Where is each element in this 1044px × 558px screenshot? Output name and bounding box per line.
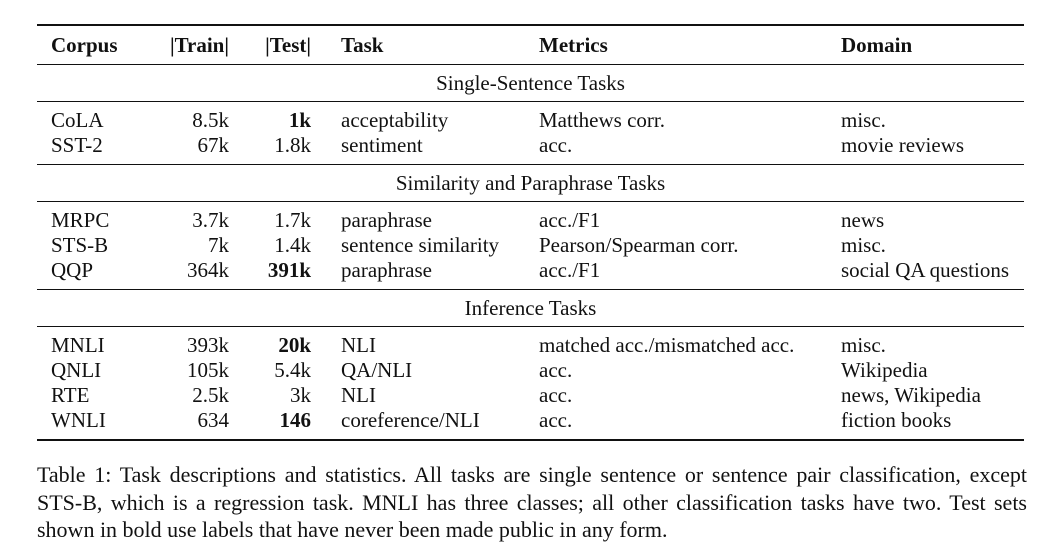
table-row — [37, 233, 1024, 258]
table-caption: Table 1: Task descriptions and statistics. All tasks are single sentence or sentence pair classification, except STS-B, which is a regression task. MNLI has three classes; all other classification tasks have two. Test sets shown in bold use labels that have never been made public in any form. — [37, 462, 1027, 542]
cell-test: 1.4k — [274, 233, 311, 257]
cell-domain: misc. — [841, 233, 886, 257]
section-title: Single-Sentence Tasks — [37, 65, 1024, 102]
cell-domain: news, Wikipedia — [841, 383, 981, 407]
cell-test: 3k — [290, 383, 311, 407]
cell-test: 1.8k — [274, 133, 311, 157]
table-row — [37, 202, 1024, 234]
cell-test: 146 — [279, 408, 311, 432]
cell-domain: fiction books — [841, 408, 952, 432]
cell-corpus: MRPC — [51, 208, 110, 232]
cell-test: 20k — [278, 333, 311, 357]
cell-domain: news — [841, 208, 885, 232]
cell-metrics: acc. — [539, 133, 573, 157]
cell-train: 393k — [187, 333, 229, 357]
cell-task: paraphrase — [341, 258, 432, 282]
cell-corpus: STS-B — [51, 233, 109, 257]
cell-corpus: CoLA — [51, 108, 104, 132]
cell-task: coreference/NLI — [341, 408, 480, 432]
cell-task: QA/NLI — [341, 358, 413, 382]
table-row — [37, 358, 1024, 383]
header-domain: Domain — [841, 32, 913, 57]
cell-test: 391k — [267, 258, 311, 282]
cell-train: 7k — [208, 233, 229, 257]
table-header-row — [37, 25, 1024, 65]
cell-domain: misc. — [841, 108, 886, 132]
cell-corpus: RTE — [51, 383, 90, 407]
header-train: |Train| — [169, 32, 229, 57]
cell-task: sentiment — [341, 133, 423, 157]
cell-train: 67k — [197, 133, 229, 157]
cell-metrics: Matthews corr. — [539, 108, 665, 132]
cell-metrics: acc./F1 — [539, 258, 601, 282]
table-row — [37, 102, 1024, 134]
cell-train: 105k — [187, 358, 229, 382]
table-row — [37, 383, 1024, 408]
cell-metrics: acc. — [539, 383, 573, 407]
cell-train: 2.5k — [192, 383, 229, 407]
cell-corpus: QNLI — [51, 358, 102, 382]
cell-metrics: acc./F1 — [539, 208, 601, 232]
cell-domain: Wikipedia — [841, 358, 928, 382]
cell-train: 8.5k — [192, 108, 229, 132]
cell-test: 1.7k — [274, 208, 311, 232]
task-statistics-table — [37, 24, 1024, 441]
cell-metrics: matched acc./mismatched acc. — [539, 333, 795, 357]
cell-domain: movie reviews — [841, 133, 965, 157]
cell-test: 1k — [288, 108, 311, 132]
header-metrics: Metrics — [539, 32, 608, 57]
table-body — [37, 65, 1024, 441]
header-test: |Test| — [265, 32, 311, 57]
section-header-row — [37, 290, 1024, 327]
cell-task: paraphrase — [341, 208, 432, 232]
cell-corpus: SST-2 — [51, 133, 103, 157]
cell-task: sentence similarity — [341, 233, 500, 257]
cell-metrics: acc. — [539, 358, 573, 382]
table-row — [37, 133, 1024, 165]
section-header-row — [37, 165, 1024, 202]
cell-domain: misc. — [841, 333, 886, 357]
table-row — [37, 258, 1024, 290]
cell-corpus: QQP — [51, 258, 94, 282]
cell-task: NLI — [341, 383, 376, 407]
header-task: Task — [341, 32, 384, 57]
cell-corpus: WNLI — [51, 408, 106, 432]
cell-metrics: acc. — [539, 408, 573, 432]
cell-task: acceptability — [341, 108, 449, 132]
cell-train: 364k — [187, 258, 229, 282]
cell-corpus: MNLI — [51, 333, 105, 357]
cell-train: 3.7k — [192, 208, 229, 232]
section-title: Similarity and Paraphrase Tasks — [37, 165, 1024, 202]
table-row — [37, 327, 1024, 359]
cell-domain: social QA questions — [841, 258, 1009, 282]
cell-test: 5.4k — [274, 358, 311, 382]
header-corpus: Corpus — [51, 32, 118, 57]
cell-task: NLI — [341, 333, 376, 357]
table-row — [37, 408, 1024, 440]
cell-train: 634 — [197, 408, 229, 432]
section-header-row — [37, 65, 1024, 102]
section-title: Inference Tasks — [37, 290, 1024, 327]
cell-metrics: Pearson/Spearman corr. — [539, 233, 739, 257]
